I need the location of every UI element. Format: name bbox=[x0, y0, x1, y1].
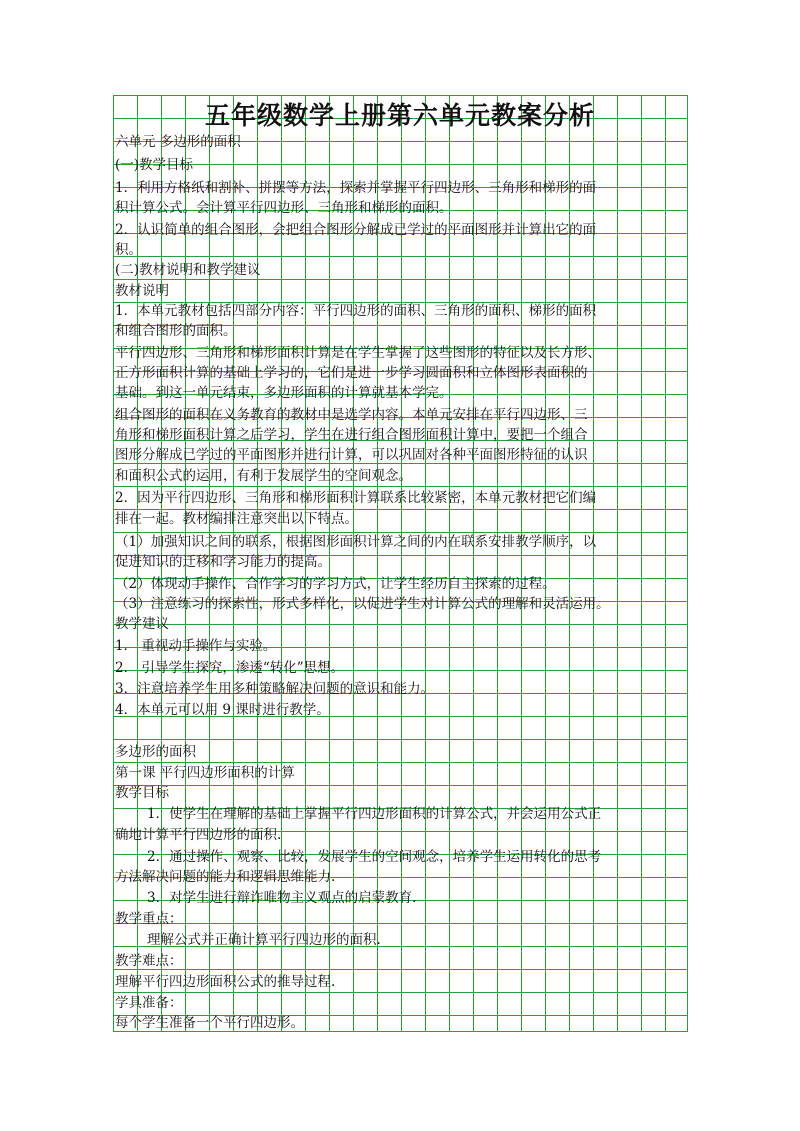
list-item: 2． 引导学生探究，渗透“转化”思想。 bbox=[115, 660, 345, 676]
paragraph-line: 和面积公式的运用，有利于发展学生的空间观念。 bbox=[115, 468, 412, 484]
paragraph-line: 每个学生准备一个平行四边形。 bbox=[115, 1015, 304, 1031]
paragraph-line: 1．利用方格纸和割补、拼摆等方法，探索并掌握平行四边形、三角形和梯形的面 bbox=[115, 180, 597, 196]
paragraph-line: （3）注意练习的探索性，形式多样化，以促进学生对计算公式的理解和灵活运用。 bbox=[115, 596, 610, 612]
section-heading: 多边形的面积 bbox=[115, 744, 196, 760]
subsection-heading: 学具准备： bbox=[115, 995, 183, 1011]
paragraph-line: 2．通过操作、观察、比较，发展学生的空间观念，培养学生运用转化的思考 bbox=[147, 849, 602, 865]
paragraph-line: 促进知识的迁移和学习能力的提高。 bbox=[115, 554, 331, 570]
section-heading: (二)教材说明和教学建议 bbox=[115, 262, 261, 278]
paragraph-line: 积。 bbox=[115, 242, 142, 258]
list-item: 3．注意培养学生用多种策略解决问题的意识和能力。 bbox=[115, 681, 435, 697]
paragraph-line: 理解公式并正确计算平行四边形的面积. bbox=[147, 932, 381, 948]
list-item: 4．本单元可以用 9 课时进行教学。 bbox=[115, 702, 330, 718]
paragraph-line: 2．因为平行四边形、三角形和梯形面积计算联系比较紧密，本单元教材把它们编 bbox=[115, 490, 597, 506]
paragraph-line: 2．认识简单的组合图形，会把组合图形分解成已学过的平面图形并计算出它的面 bbox=[115, 222, 597, 238]
paragraph-line: 角形和梯形面积计算之后学习，学生在进行组合图形面积计算中，要把一个组合 bbox=[115, 427, 588, 443]
paragraph-line: 确地计算平行四边形的面积. bbox=[115, 827, 282, 843]
list-item: 1． 重视动手操作与实验。 bbox=[115, 638, 277, 654]
paragraph-line: 组合图形的面积在义务教育的教材中是选学内容。本单元安排在平行四边形、三 bbox=[115, 407, 588, 423]
paragraph-line: 正方形面积计算的基础上学习的，它们是进一步学习圆面积和立体图形表面积的 bbox=[115, 365, 588, 381]
subsection-heading: 教学目标 bbox=[115, 785, 169, 801]
paragraph-line: 积计算公式。会计算平行四边形、三角形和梯形的面积。 bbox=[115, 200, 453, 216]
paragraph-line: 1．本单元教材包括四部分内容：平行四边形的面积、三角形的面积、梯形的面积 bbox=[115, 303, 597, 319]
paragraph-line: 基础。到这一单元结束，多边形面积的计算就基本学完。 bbox=[115, 385, 453, 401]
subsection-heading: 教学难点： bbox=[115, 953, 183, 969]
paragraph-line: 排在一起。教材编排注意突出以下特点。 bbox=[115, 511, 358, 527]
page-title: 五年级数学上册第六单元教案分析 bbox=[204, 101, 595, 130]
paragraph-line: （1）加强知识之间的联系，根据图形面积计算之间的内在联系安排教学顺序，以 bbox=[115, 534, 597, 550]
paragraph-line: 和组合图形的面积。 bbox=[115, 323, 237, 339]
subsection-heading: 教学重点： bbox=[115, 911, 183, 927]
paragraph-line: （2）体现动手操作、合作学习的学习方式，让学生经历自主探索的过程。 bbox=[115, 576, 556, 592]
paragraph-line: 平行四边形、三角形和梯形面积计算是在学生掌握了这些图形的特征以及长方形、 bbox=[115, 345, 601, 361]
unit-heading: 六单元 多边形的面积 bbox=[115, 134, 241, 150]
lesson-heading: 第一课 平行四边形面积的计算 bbox=[115, 765, 295, 781]
paragraph-line: 1．使学生在理解的基础上掌握平行四边形面积的计算公式，并会运用公式正 bbox=[147, 806, 602, 822]
subsection-heading: 教学建议 bbox=[115, 616, 169, 632]
subsection-heading: 教材说明 bbox=[115, 283, 169, 299]
paragraph-line: 理解平行四边形面积公式的推导过程. bbox=[115, 974, 336, 990]
section-heading: (一)教学目标 bbox=[115, 157, 194, 173]
paragraph-line: 3．对学生进行辩诈唯物主义观点的启蒙教育. bbox=[147, 890, 417, 906]
paragraph-line: 图形分解成已学过的平面图形并进行计算，可以巩固对各种平面图形特征的认识 bbox=[115, 447, 588, 463]
paragraph-line: 方法解决问题的能力和逻辑思维能力. bbox=[115, 869, 336, 885]
